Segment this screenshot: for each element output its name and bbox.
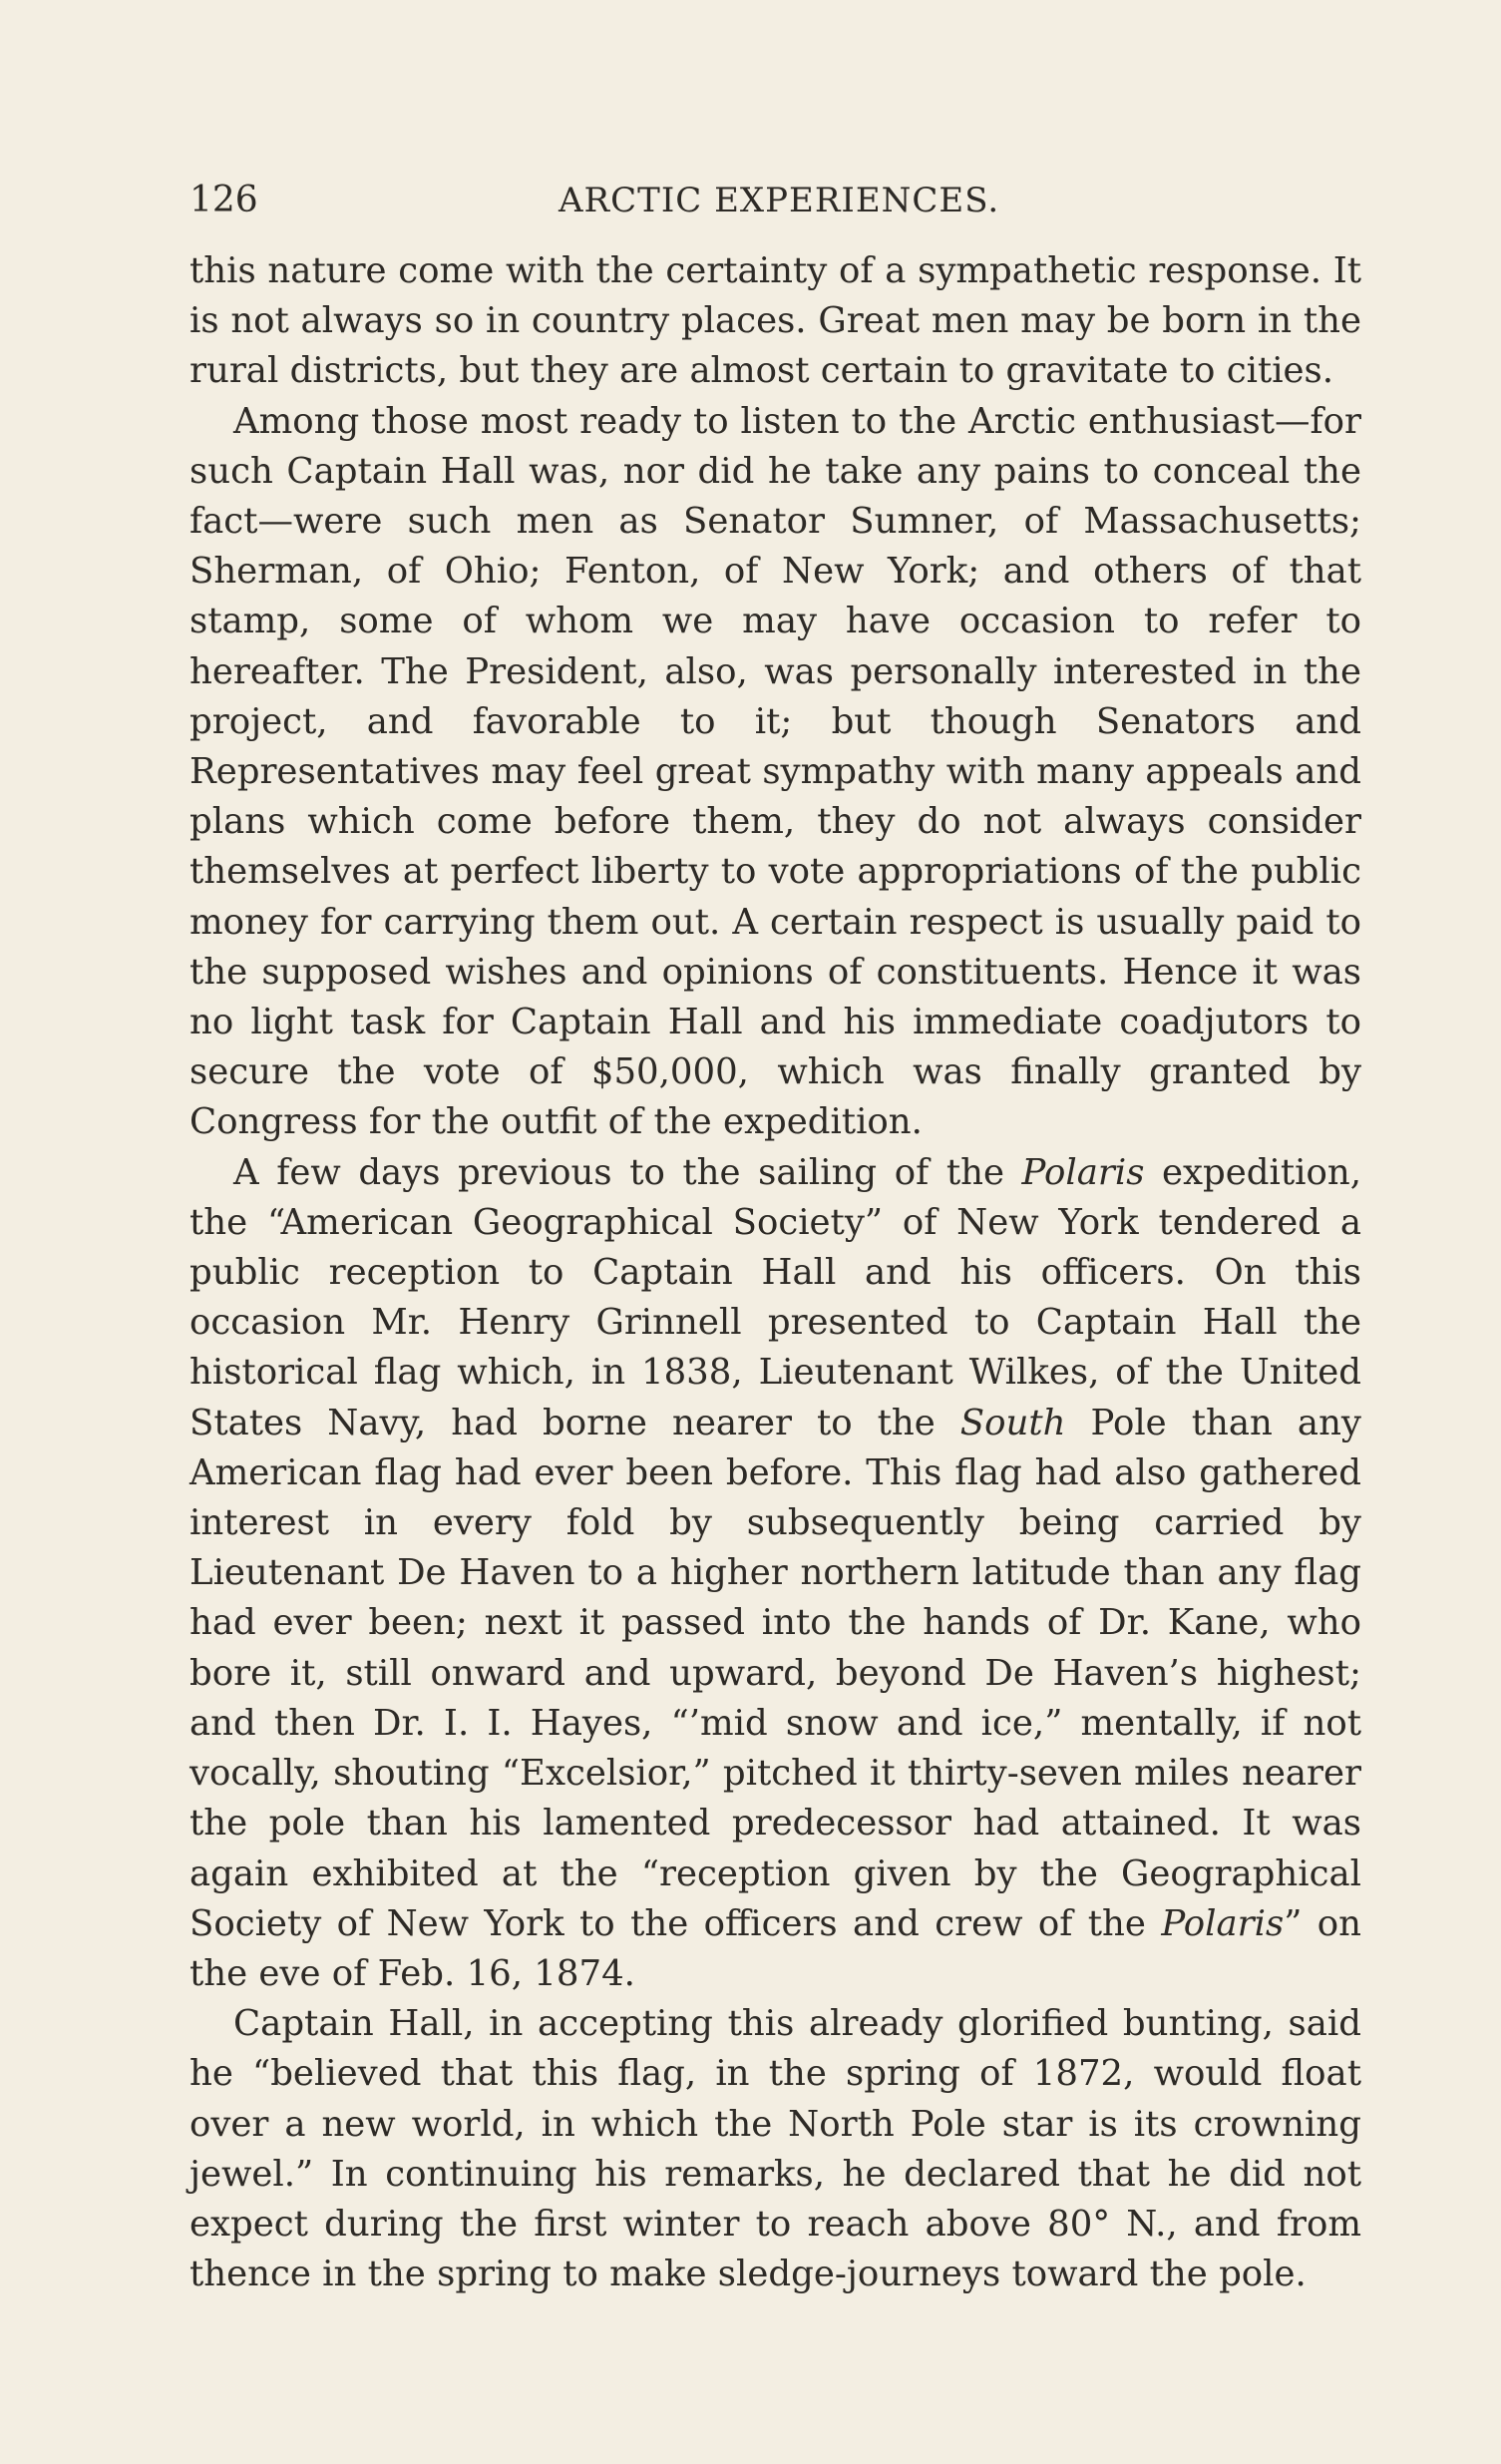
page-number: 126 <box>189 180 258 220</box>
page-header <box>189 180 1361 220</box>
italic-south: South <box>959 1402 1066 1443</box>
italic-polaris-1: Polaris <box>1021 1151 1145 1193</box>
italic-polaris-2: Polaris <box>1161 1902 1285 1944</box>
body-text <box>189 246 1361 2299</box>
paragraph-3-part-g: ” on the eve of Feb. 16, 1874. <box>189 1902 1362 1994</box>
book-page <box>189 180 1361 2299</box>
running-head: ARCTIC EXPERIENCES. <box>559 181 1000 220</box>
paragraph-2: Among those most ready to listen to the Arctic enthusiast—for such Captain Hall was, nor did he take any pains to conceal the fact—were such men as Senator Sumner, of Massachusetts; Sherman, of Ohio; Fenton, of New York; and others of that stamp, some of whom we may have occasion to refer to hereafter. The President, also, was personally interested in the project, and favorable to it; but though Senators and Representatives may feel great sympathy with many appeals and plans which come before them, they do not always consider themselves at perfect liberty to vote appropriations of the public money for carrying them out. A certain respect is usually paid to the supposed wishes and opinions of constituents. Hence it was no light task for Captain Hall and his immediate coadjutors to secure the vote of $50,000, which was finally granted by Congress for the outfit of the expedition. <box>189 400 1361 1143</box>
paragraph-3-part-c: expedition, the “American Geographical Society” of New York tendered a public reception to Captain Hall and his officers. On this occasion Mr. Henry Grinnell presented to Captain Hall the historical flag which, in 1838, Lieutenant Wilkes, of the United States Navy, had borne nearer to the <box>189 1151 1361 1443</box>
paragraph-1: this nature come with the certainty of a sympathetic response. It is not always so in country places. Great men may be born in the rural districts, but they are almost certain to gravitate to cities. <box>189 250 1361 392</box>
paragraph-3 <box>189 1148 1361 1999</box>
paragraph-3-part-e: Pole than any American flag had ever been before. This flag had also gathered interest in every fold by subsequently being carried by Lieutenant De Haven to a higher northern latitude than any flag had ever been; next it passed into the hands of Dr. Kane, who bore it, still onward and upward, beyond De Haven’s highest; and then Dr. I. I. Hayes, “’mid snow and ice,” mentally, if not vocally, shouting “Excelsior,” pitched it thirty-seven miles nearer the pole than his lamented predecessor had attained. It was again exhibited at the “reception given by the Geographical Society of New York to the officers and crew of the <box>189 1402 1361 1944</box>
paragraph-3-part-a: A few days previous to the sailing of the <box>233 1151 1022 1193</box>
paragraph-4: Captain Hall, in accepting this already glorified bunting, said he “believed that this flag, in the spring of 1872, would float over a new world, in which the North Pole star is its crowning jewel.” In continuing his remarks, he declared that he did not expect during the first winter to reach above 80° N., and from thence in the spring to make sledge-journeys toward the pole. <box>189 2003 1361 2295</box>
